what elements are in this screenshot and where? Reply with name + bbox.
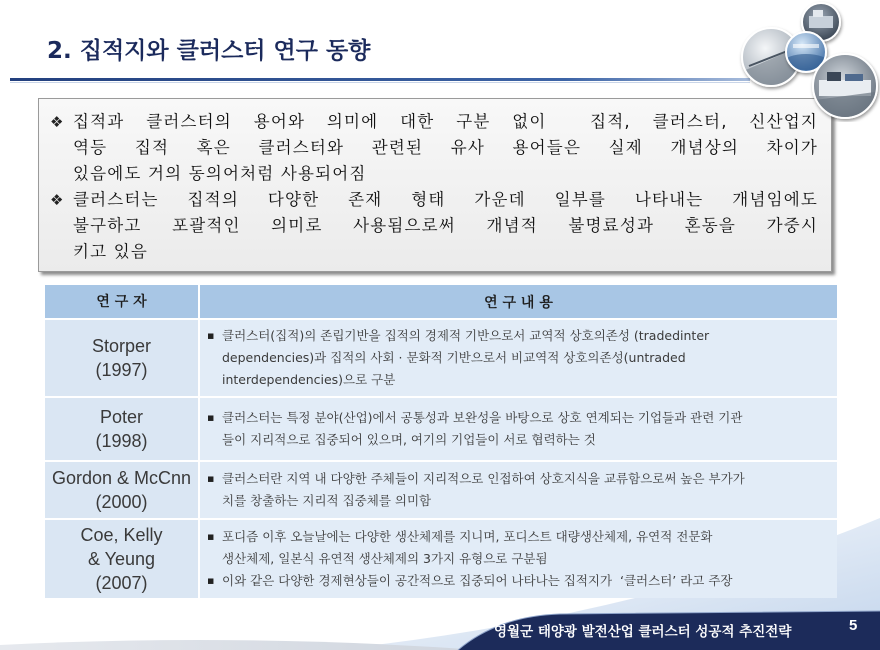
researcher-cell [45,320,198,396]
content-line: 클러스터(집적)의 존립기반을 집적의 경제적 기반으로서 교역적 상호의존성 (tradedinter [222,328,710,343]
content-line: 들이 지리적으로 집중되어 있으며, 여기의 기업들이 서로 협력하는 것 [222,432,596,447]
researcher-name: Poter [99,407,144,427]
table-row [45,320,837,396]
research-table [45,285,837,598]
summary-line: 키고 있음 [73,242,149,261]
title-underline [10,78,750,81]
diamond-bullet-icon: ❖ [50,191,64,209]
summary-bullet [39,187,818,265]
content-item [207,526,837,570]
content-cell [200,398,837,460]
square-bullet-icon: ▪ [207,574,215,587]
content-cell [200,520,837,598]
content-item [207,325,837,391]
content-line: interdependencies)으로 구분 [222,372,396,387]
content-line: 클러스터란 지역 내 다양한 주체들이 지리적으로 인접하여 상호지식을 교류함으로써 높은 부가가 [222,471,745,486]
researcher-name: Gordon & McCnn [51,468,192,488]
content-item [207,468,837,512]
content-item [207,570,837,592]
slide-title: 2. 집적지와 클러스터 연구 동향 [47,38,371,64]
content-line: 이와 같은 다양한 경제현상들이 공간적으로 집중되어 나타나는 집적지가 ‘클러스터’ 라고 주장 [222,573,733,588]
researcher-cell [45,520,198,598]
researcher-name: Coe, Kelly [80,525,163,545]
table-header-row [45,285,837,318]
square-bullet-icon: ▪ [207,411,215,424]
content-line: 포디즘 이후 오늘날에는 다양한 생산체제를 지니며, 포디스트 대량생산체제, 유연적 전문화 [222,529,713,544]
summary-line: 클러스터는 집적의 다양한 존재 형태 가운데 일부를 나타내는 개념임에도 [73,190,818,209]
page-number: 5 [849,617,858,634]
summary-line: 불구하고 포괄적인 의미로 사용됨으로써 개념적 불명료성과 혼동을 가중시 [73,216,818,235]
researcher-year: (2000) [95,492,148,512]
content-cell [200,462,837,518]
content-item [207,407,837,451]
content-line: 생산체제, 일본식 유연적 생산체제의 3가지 유형으로 구분됨 [222,551,548,566]
researcher-cell [45,462,198,518]
diamond-bullet-icon: ❖ [50,113,64,131]
header-researcher: 연 구 자 [45,285,198,318]
summary-line: 역등 집적 혹은 클러스터와 관련된 유사 용어들은 실제 개념상의 차이가 [73,138,818,157]
summary-bullet [39,109,818,187]
square-bullet-icon: ▪ [207,472,215,485]
content-line: 클러스터는 특정 분야(산업)에서 공통성과 보완성을 바탕으로 상호 연계되는 기업들과 관련 기관 [222,410,743,425]
summary-line: 집적과 클러스터의 용어와 의미에 대한 구분 없이 집적, 클러스터, 신산업지 [73,112,818,131]
researcher-cell [45,398,198,460]
photo-collage [735,0,880,122]
researcher-year: (1998) [95,431,148,451]
summary-box [38,98,832,272]
researcher-year: (2007) [95,573,148,593]
content-cell [200,320,837,396]
table-row [45,462,837,518]
table-row [45,520,837,598]
title-underline-thin [10,82,750,83]
content-line: dependencies)과 집적의 사회 · 문화적 기반으로서 비교역적 상호의존성(untraded [222,350,686,365]
researcher-name: Storper [91,336,152,356]
footer-title: 영월군 태양광 발전산업 클러스터 성공적 추진전략 [494,624,792,640]
summary-line: 있음에도 거의 동의어처럼 사용되어짐 [73,164,367,183]
researcher-year: (1997) [95,360,148,380]
content-line: 치를 창출하는 지리적 집중체를 의미함 [222,493,432,508]
table-row [45,398,837,460]
researcher-name: & Yeung [87,549,156,569]
header-content: 연 구 내 용 [200,285,837,318]
square-bullet-icon: ▪ [207,530,215,543]
square-bullet-icon: ▪ [207,329,215,342]
